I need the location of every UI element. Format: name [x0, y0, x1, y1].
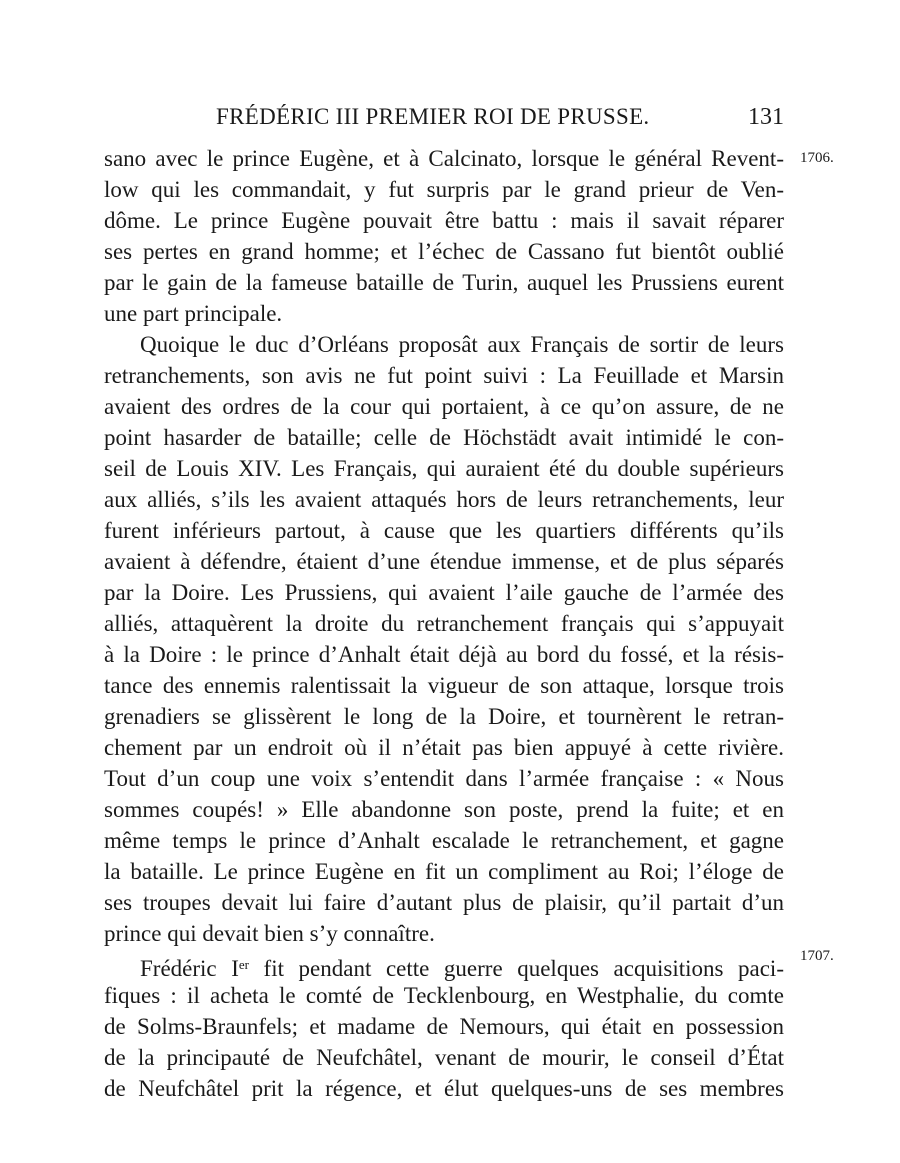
text-line: ses troupes devait lui faire d’autant plus de plaisir, qu’il partait d’un: [104, 890, 784, 915]
body-text: [104, 143, 784, 1104]
text-line: retranchements, son avis ne fut point suivi : La Feuillade et Marsin: [104, 363, 784, 388]
text-line: grenadiers se glissèrent le long de la Doire, et tournèrent le retran-: [104, 704, 784, 729]
text-line: de Solms-Braunfels; et madame de Nemours, qui était en possession: [104, 1014, 784, 1039]
text-line: Quoique le duc d’Orléans proposât aux Français de sortir de leurs: [140, 332, 784, 357]
text-line: même temps le prince d’Anhalt escalade le retranchement, et gagne: [104, 828, 784, 853]
text-line: de Neufchâtel prit la régence, et élut quelques-uns de ses membres: [104, 1076, 784, 1101]
text-line: [104, 949, 784, 980]
text-line: furent inférieurs partout, à cause que les quartiers différents qu’ils: [104, 518, 784, 543]
text-line: la bataille. Le prince Eugène en fit un compliment au Roi; l’éloge de: [104, 859, 784, 884]
text-line: chement par un endroit où il n’était pas bien appuyé à cette rivière.: [104, 735, 784, 760]
margin-year-note: 1706.: [800, 150, 834, 166]
running-head-title: FRÉDÉRIC III PREMIER ROI DE PRUSSE.: [216, 104, 650, 129]
text-line: fiques : il acheta le comté de Tecklenbourg, en Westphalie, du comte: [104, 983, 784, 1008]
text-line: point hasarder de bataille; celle de Höchstädt avait intimidé le con-: [104, 425, 784, 450]
text-line: aux alliés, s’ils les avaient attaqués hors de leurs retranchements, leur: [104, 487, 784, 512]
margin-year-note: 1707.: [800, 948, 834, 964]
text-run: Frédéric I: [140, 956, 239, 981]
page-number: 131: [748, 104, 784, 130]
text-line: avaient des ordres de la cour qui portaient, à ce qu’on assure, de ne: [104, 394, 784, 419]
paragraph: [104, 949, 784, 1104]
paragraph: [104, 143, 784, 329]
text-line: de la principauté de Neufchâtel, venant de mourir, le conseil d’État: [104, 1045, 784, 1070]
superscript: er: [238, 957, 249, 972]
text-line: tance des ennemis ralentissait la vigueur de son attaque, lorsque trois: [104, 673, 784, 698]
text-line: seil de Louis XIV. Les Français, qui auraient été du double supérieurs: [104, 456, 784, 481]
text-line: une part principale.: [104, 301, 283, 326]
text-line: prince qui devait bien s’y connaître.: [104, 921, 435, 946]
text-line: sommes coupés! » Elle abandonne son poste, prend la fuite; et en: [104, 797, 784, 822]
running-head: [104, 100, 784, 140]
text-line: ses pertes en grand homme; et l’échec de Cassano fut bientôt oublié: [104, 239, 784, 264]
text-line: alliés, attaquèrent la droite du retranchement français qui s’appuyait: [104, 611, 784, 636]
text-line: à la Doire : le prince d’Anhalt était déjà au bord du fossé, et la résis-: [104, 642, 784, 667]
text-line: par la Doire. Les Prussiens, qui avaient l’aile gauche de l’armée des: [104, 580, 784, 605]
text-line: sano avec le prince Eugène, et à Calcinato, lorsque le général Revent-: [104, 146, 784, 171]
text-run: fit pendant cette guerre quelques acquisitions paci-: [248, 956, 784, 981]
text-line: Tout d’un coup une voix s’entendit dans l’armée française : « Nous: [104, 766, 784, 791]
paragraph: [104, 329, 784, 949]
text-line: low qui les commandait, y fut surpris par le grand prieur de Ven-: [104, 177, 784, 202]
text-line: par le gain de la fameuse bataille de Turin, auquel les Prussiens eurent: [104, 270, 784, 295]
text-line: dôme. Le prince Eugène pouvait être battu : mais il savait réparer: [104, 208, 784, 233]
text-line: avaient à défendre, étaient d’une étendue immense, et de plus séparés: [104, 549, 784, 574]
